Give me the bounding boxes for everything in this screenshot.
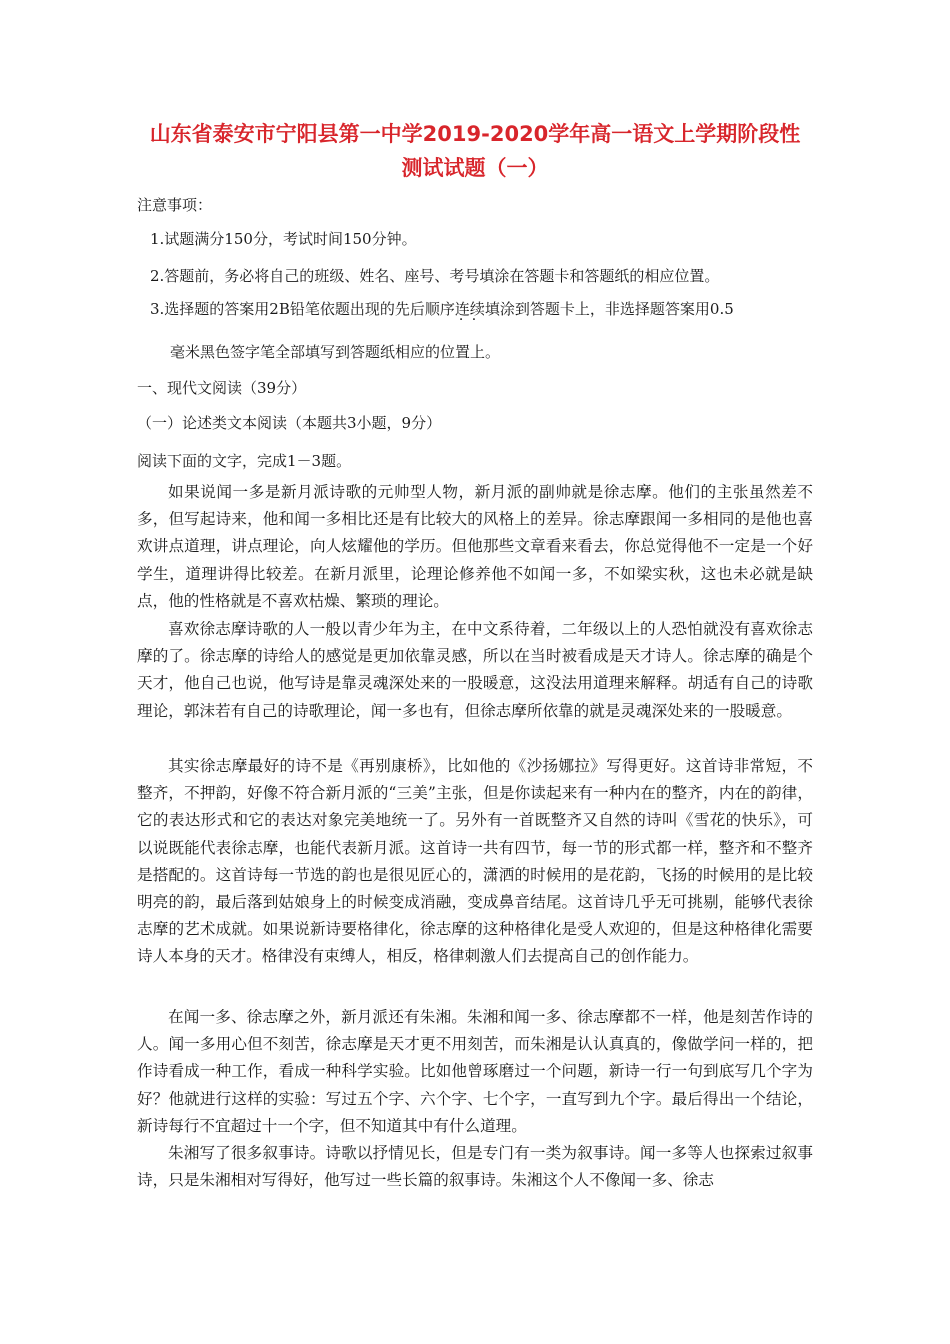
paragraph-2: 喜欢徐志摩诗歌的人一般以青少年为主，在中文系待着，二年级以上的人恐怕就没有喜欢徐志摩的了。徐志摩的诗给人的感觉是更加依靠灵感，所以在当时被看成是天才诗人。徐志摩的确是个天才，他自己也说，他写诗是靠灵魂深处来的一股暖意，这没法用道理来解释。胡适有自己的诗歌理论，郭沫若有自己的诗歌理论，闻一多也有，但徐志摩所依靠的就是灵魂深处来的一股暖意。 [137,620,813,720]
section-heading: 一、现代文阅读（39分） [137,379,307,397]
reading-instruction: 阅读下面的文字，完成1－3题。 [137,452,352,470]
document-title-line-2: 测试试题（一） [401,156,549,180]
notes-heading: 注意事项： [137,196,213,214]
note-item-3 [150,299,734,319]
note-item-2: 2.答题前，务必将自己的班级、姓名、座号、考号填涂在答题卡和答题纸的相应位置。 [150,267,720,285]
paragraph-4: 在闻一多、徐志摩之外，新月派还有朱湘。朱湘和闻一多、徐志摩都不一样，他是刻苦作诗的人。闻一多用心但不刻苦，徐志摩是天才更不用刻苦，而朱湘是认认真真的，像做学问一样的，把作诗看成一种工作，看成一种科学实验。比如他曾琢磨过一个问题，新诗一行一句到底写几个字为好？他就进行这样的实验：写过五个字、六个字、七个字，一直写到九个字。最后得出一个结论，新诗每行不宜超过十一个字，但不知道其中有什么道理。 [137,1008,813,1135]
note-item-3-emphasis: 连续 · · [455,300,485,318]
note-item-1: 1.试题满分150分，考试时间150分钟。 [150,230,417,248]
subsection-heading: （一）论述类文本阅读（本题共3小题，9分） [137,414,442,432]
paragraph-1: 如果说闻一多是新月派诗歌的元帅型人物，新月派的副帅就是徐志摩。他们的主张虽然差不多，但写起诗来，他和闻一多相比还是有比较大的风格上的差异。徐志摩跟闻一多相同的是他也喜欢讲点道理，讲点理论，向人炫耀他的学历。但他那些文章看来看去，你总觉得他不一定是一个好学生，道理讲得比较差。在新月派里，论理论修养他不如闻一多，不如梁实秋，这也未必就是缺点，他的性格就是不喜欢枯燥、繁琐的理论。 [137,483,813,610]
note-item-3-part-2: 填涂到答题卡上，非选择题答案用0.5 [484,300,734,318]
document-title-line-1: 山东省泰安市宁阳县第一中学2019-2020学年高一语文上学期阶段性 [149,122,801,146]
note-item-3-part-1: 3.选择题的答案用2B铅笔依题出现的先后顺序 [150,300,455,318]
paragraph-3: 其实徐志摩最好的诗不是《再别康桥》，比如他的《沙扬娜拉》写得更好。这首诗非常短，不整齐，不押韵，好像不符合新月派的“三美”主张，但是你读起来有一种内在的整齐，内在的韵律，它的表达形式和它的表达对象完美地统一了。另外有一首既整齐又自然的诗叫《雪花的快乐》，可以说既能代表徐志摩，也能代表新月派。这首诗一共有四节，每一节的形式都一样，整齐和不整齐是搭配的。这首诗每一节选的韵也是很见匠心的，潇洒的时候用的是花韵，飞扬的时候用的是比较明亮的韵，最后落到姑娘身上的时候变成消融，变成鼻音结尾。这首诗几乎无可挑剔，能够代表徐志摩的艺术成就。如果说新诗要格律化，徐志摩的这种格律化是受人欢迎的，但是这种格律化需要诗人本身的天才。格律没有束缚人，相反，格律刺激人们去提高自己的创作能力。 [137,757,813,966]
note-item-3-continued: 毫米黑色签字笔全部填写到答题纸相应的位置上。 [170,343,501,361]
paragraph-5: 朱湘写了很多叙事诗。诗歌以抒情见长，但是专门有一类为叙事诗。闻一多等人也探索过叙事诗，只是朱湘相对写得好，他写过一些长篇的叙事诗。朱湘这个人不像闻一多、徐志 [137,1144,813,1190]
